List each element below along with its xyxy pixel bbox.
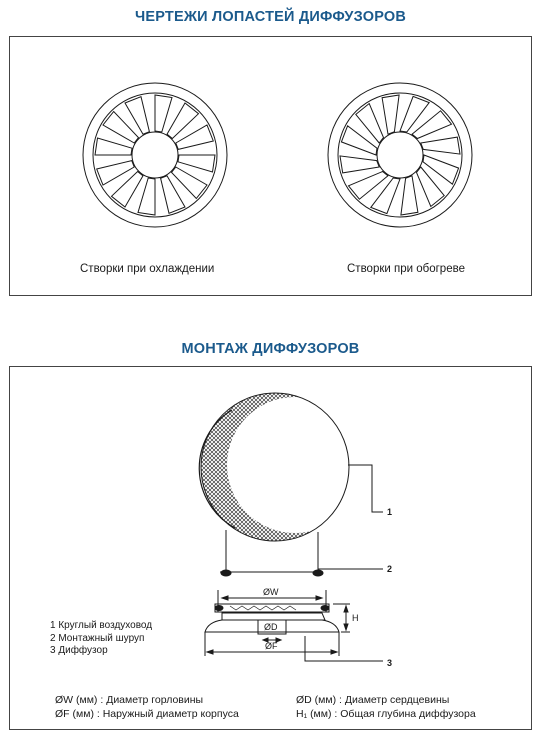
spec-symbol: ØW [55, 694, 74, 706]
diffuser-blade [371, 178, 400, 214]
dim-h-label: H [352, 613, 359, 623]
diffuser-blade [356, 104, 384, 144]
spec-symbol: ØD [296, 694, 312, 706]
spec-text: Наружный диаметр корпуса [102, 708, 239, 720]
callout-3-leader [305, 636, 383, 661]
diffuser-blade [417, 167, 445, 207]
spec-sep: : [339, 694, 342, 706]
spec-sep: : [334, 708, 338, 720]
diffuser-blade [178, 155, 215, 172]
diffuser-blade [161, 176, 185, 214]
spec-unit: (мм) [76, 694, 98, 706]
mounting-legend [50, 620, 152, 658]
legend-item: 3 Диффузор [50, 645, 108, 656]
dim-f-label: ØF [265, 641, 278, 651]
diffuser-neck [215, 604, 329, 612]
spec-f [55, 708, 239, 720]
spec-text: Диаметр горловины [106, 694, 204, 706]
diffuser-heating-drawing [328, 83, 472, 227]
diffuser-body [222, 613, 325, 620]
blades-section-title: ЧЕРТЕЖИ ЛОПАСТЕЙ ДИФФУЗОРОВ [134, 9, 407, 25]
diffuser-cooling-drawing [83, 83, 227, 227]
diffuser-blade [349, 172, 389, 200]
diffuser-blade [155, 95, 172, 132]
diffuser-blade [341, 126, 377, 155]
outer-ring [328, 83, 472, 227]
callout-2: 2 [387, 564, 393, 574]
spec-text: Диаметр сердцевины [344, 694, 450, 706]
core-circle [377, 132, 423, 178]
spec-h [296, 708, 476, 720]
diffuser-blade [176, 125, 214, 149]
duct-mesh-hatch [195, 388, 355, 548]
legend-item: 2 Монтажный шуруп [50, 632, 145, 644]
screw-left [221, 570, 231, 576]
diffuser-blade [412, 111, 452, 139]
spec-symbol: ØF [55, 708, 70, 720]
inner-ring [338, 93, 462, 217]
diffuser-blade [401, 176, 418, 215]
callout-3: 3 [387, 658, 393, 668]
spec-d [296, 694, 449, 706]
diffuser-blade [340, 156, 379, 173]
heating-caption: Створки при обогреве [347, 263, 465, 275]
diffuser-blade [421, 137, 460, 154]
diffuser-blade [382, 95, 399, 134]
diffuser-blade [138, 178, 155, 215]
diffuser-blade [400, 96, 429, 132]
spec-sep: : [96, 708, 100, 720]
spec-w [55, 694, 203, 706]
diffuser-blade [97, 161, 135, 185]
callout-1: 1 [387, 507, 393, 517]
legend-item: 1 Круглый воздуховод [50, 620, 153, 631]
screw-right [313, 570, 323, 576]
mounting-section-title: МОНТАЖ ДИФФУЗОРОВ [181, 341, 360, 357]
spec-symbol: H₁ [296, 708, 308, 720]
spec-unit: (мм) [310, 708, 332, 720]
cooling-caption: Створки при охлаждении [80, 263, 215, 275]
diffuser-blade [95, 138, 132, 155]
spec-unit: (мм) [314, 694, 337, 706]
diffuser-blade [423, 155, 459, 184]
diffuser-blade [125, 97, 149, 135]
core-circle [132, 132, 178, 178]
spec-text: Общая глубина диффузора [340, 708, 476, 720]
spec-sep: : [100, 694, 104, 706]
dim-w-label: ØW [263, 587, 279, 597]
spec-unit: (мм) [72, 708, 94, 720]
dim-d-label: ØD [264, 622, 278, 632]
